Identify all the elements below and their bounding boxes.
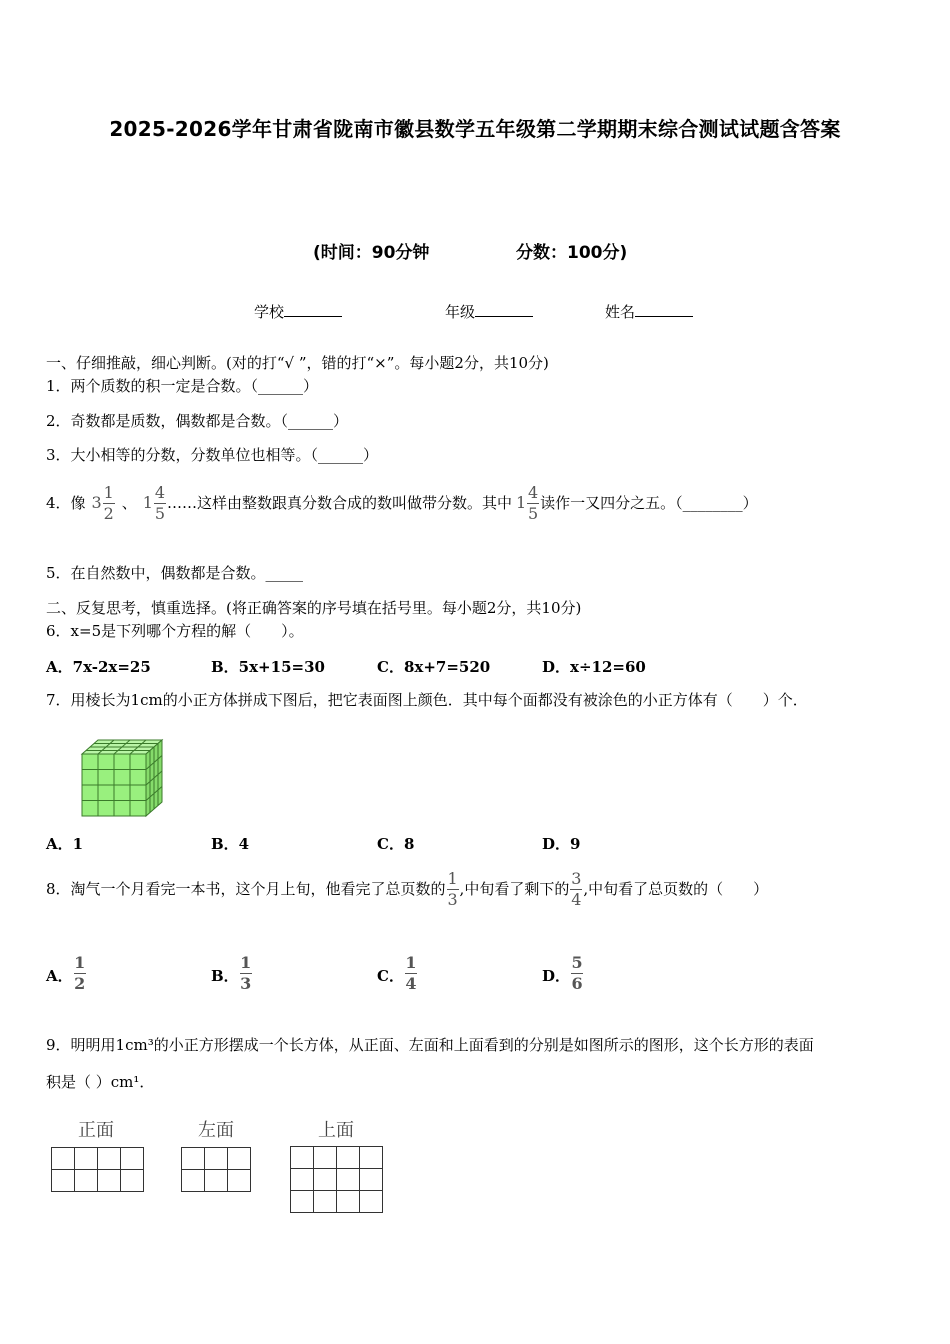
mixed-fraction-1-4-5-a: 1 $\frac{4}{5}$	[142, 482, 166, 523]
q6-option-a[interactable]: A．7x-2x=25	[46, 658, 151, 676]
name-label: 姓名	[605, 303, 636, 321]
q8-option-a[interactable]: A． $\frac{1}{2}$	[46, 952, 86, 993]
name-blank[interactable]	[635, 302, 693, 317]
q6-option-c[interactable]: C．8x+7=520	[377, 658, 491, 676]
left-view-label: 左面	[198, 1120, 234, 1141]
school-field[interactable]	[254, 301, 342, 322]
question-9-line1: 9．明明用1cm³的小正方形摆成一个长方体，从正面、左面和上面看到的分别是如图所示的图形，这个长方形的表面	[46, 1036, 814, 1054]
question-1: 1．两个质数的积一定是合数。（______）	[46, 377, 319, 395]
q7-option-b[interactable]: B．4	[211, 835, 250, 853]
school-label: 学校	[254, 303, 285, 321]
name-field[interactable]	[605, 301, 693, 322]
school-blank[interactable]	[284, 302, 342, 317]
top-view-label: 上面	[318, 1120, 354, 1141]
question-4: 4．像 3 $\frac{1}{2}$ 、 1 $\frac{4}{5}$ ……这样由整数跟真分数合成的数叫做带分数。其中 1 $\frac{4}{5}$ 读作一又四分之五。（________）	[46, 482, 758, 523]
left-view-grid	[181, 1147, 251, 1192]
q8-option-b[interactable]: B． $\frac{1}{3}$	[211, 952, 252, 993]
q6-option-d[interactable]: D．x÷12=60	[542, 658, 646, 676]
question-9-line2: 积是（ ）cm¹．	[46, 1073, 155, 1091]
grade-field[interactable]	[445, 301, 533, 322]
question-5: 5．在自然数中，偶数都是合数。_____	[46, 564, 304, 582]
section-2-heading: 二、反复思考，慎重选择。(将正确答案的序号填在括号里。每小题2分，共10分)	[46, 599, 582, 617]
q8-option-d[interactable]: D． $\frac{5}{6}$	[542, 952, 583, 993]
section-1-heading: 一、仔细推敲，细心判断。(对的打“√ ”，错的打“×”。每小题2分，共10分)	[46, 354, 549, 372]
q7-option-c[interactable]: C．8	[377, 835, 415, 853]
q7-option-d[interactable]: D．9	[542, 835, 581, 853]
page-title: 2025-2026学年甘肃省陇南市徽县数学五年级第二学期期末综合测试试题含答案	[109, 117, 841, 141]
grade-label: 年级	[445, 303, 476, 321]
q6-option-b[interactable]: B．5x+15=30	[211, 658, 325, 676]
top-view-grid	[290, 1146, 383, 1213]
question-7: 7．用棱长为1cm的小正方体拼成下图后，把它表面图上颜色．其中每个面都没有被涂色的小正方体有（ ）个．	[46, 691, 808, 709]
fraction-3-4: $\frac{3}{4}$	[571, 868, 582, 909]
fraction-1-3: $\frac{1}{3}$	[447, 868, 458, 909]
mixed-fraction-3-1-2: 3 $\frac{1}{2}$	[91, 482, 114, 523]
grade-blank[interactable]	[475, 302, 533, 317]
question-8: 8．淘气一个月看完一本书，这个月上旬，他看完了总页数的 $\frac{1}{3}$ ,中旬看了剩下的 $\frac{3}{4}$ ,中旬看了总页数的（ ）	[46, 868, 769, 909]
front-view-label: 正面	[78, 1120, 114, 1141]
cube-figure	[80, 738, 166, 818]
question-2: 2．奇数都是质数，偶数都是合数。（______）	[46, 412, 349, 430]
question-3: 3．大小相等的分数，分数单位也相等。（______）	[46, 446, 379, 464]
score-label: 分数：100分)	[516, 243, 628, 263]
time-label: (时间：90分钟	[313, 243, 430, 263]
mixed-fraction-1-4-5-b: 1 $\frac{4}{5}$	[515, 482, 539, 523]
q7-option-a[interactable]: A．1	[46, 835, 84, 853]
front-view-grid	[51, 1147, 144, 1192]
question-6: 6．x=5是下列哪个方程的解（ ）。	[46, 622, 304, 640]
q8-option-c[interactable]: C． $\frac{1}{4}$	[377, 952, 417, 993]
